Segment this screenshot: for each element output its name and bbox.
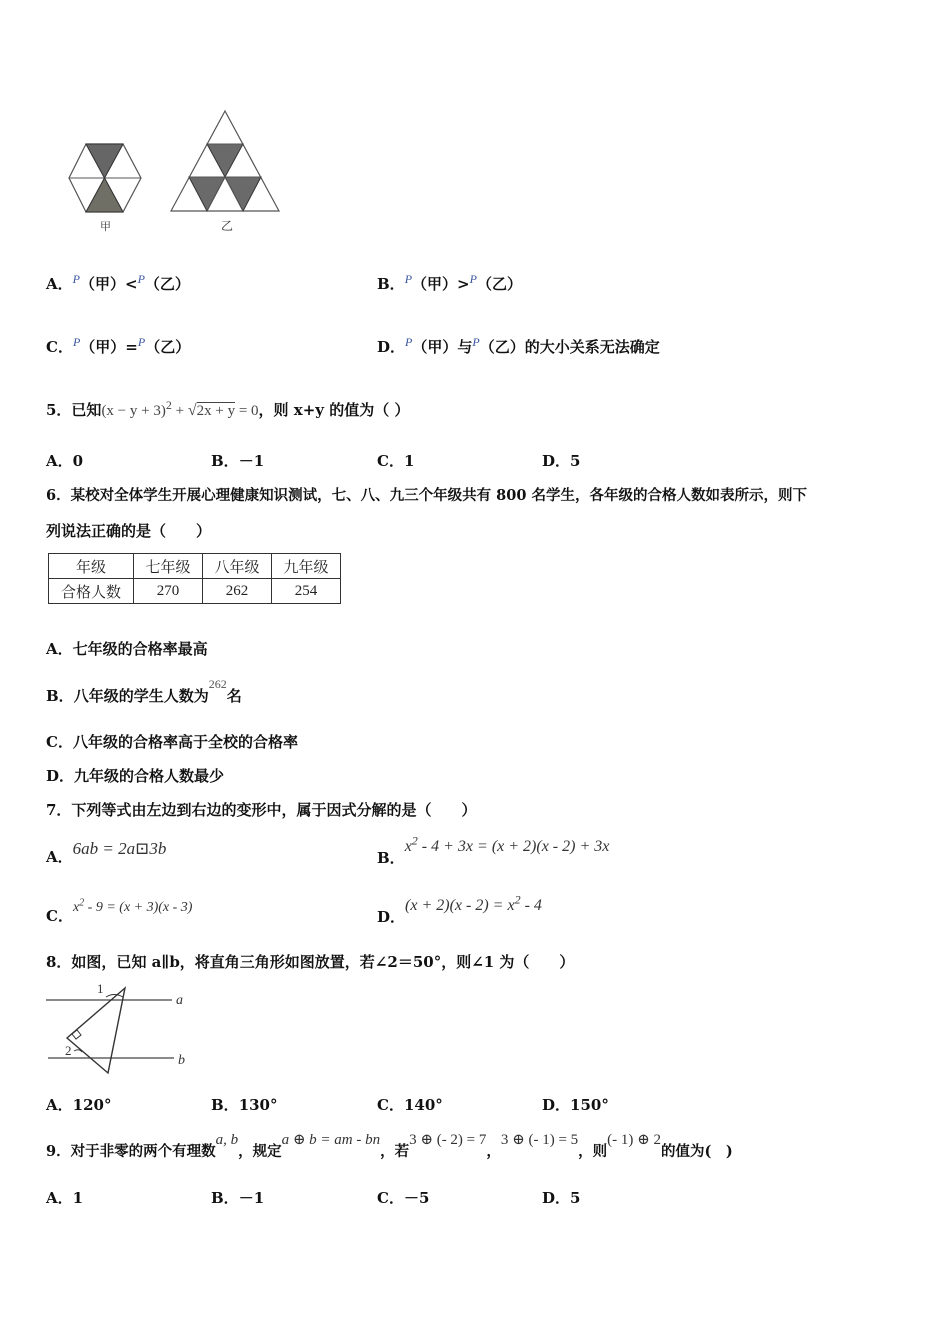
q4-figure-jia	[68, 142, 144, 217]
q9-option-b: B．－1	[211, 1189, 265, 1207]
q8-figure	[44, 978, 194, 1078]
q6-table-data-row	[49, 579, 341, 604]
q9-option-d: D．5	[542, 1189, 581, 1207]
q6-data-cell: 合格人数	[49, 579, 134, 604]
q4-option-d: D．$^P$（甲）与$^P$（乙）的大小关系无法确定	[377, 335, 660, 356]
q9-stem: 9．对于非零的两个有理数a, b，规定a ⊕ b = am - bn，若3 ⊕ (- 2) = 7，3 ⊕ (- 1) = 5，则(- 1) ⊕ 2的值为( )	[46, 1132, 733, 1160]
q7-option-a: A．6ab = 2a⊡3b	[46, 839, 167, 866]
q6-data-cell: 270	[134, 579, 203, 604]
q6-table	[48, 553, 341, 604]
q5-option-a: A．0	[46, 452, 84, 470]
q8-option-c: C．140°	[377, 1096, 443, 1114]
q7-stem: 7．下列等式由左边到右边的变形中，属于因式分解的是（ ）	[46, 801, 477, 819]
q8-label-angle2: 2	[65, 1043, 72, 1058]
q8-label-a: a	[176, 993, 183, 1008]
q6-option-a: A．七年级的合格率最高	[46, 640, 208, 658]
q6-option-c: C．八年级的合格率高于全校的合格率	[46, 733, 298, 751]
q6-table-header-row	[49, 554, 341, 579]
q6-stem-line1: 6．某校对全体学生开展心理健康知识测试，七、八、九三个年级共有 800 名学生，各年级的合格人数如表所示，则下	[46, 487, 807, 504]
q6-header-cell: 九年级	[272, 554, 341, 579]
q5-option-d: D．5	[542, 452, 581, 470]
q6-option-b: B．八年级的学生人数为$^{262}$名	[46, 677, 242, 705]
q8-label-angle1: 1	[97, 981, 104, 996]
q7-option-c: C．$x^2 - 9 = (x + 3)(x - 3)$	[46, 897, 193, 925]
q8-option-a: A．120°	[46, 1096, 112, 1114]
q6-header-cell: 七年级	[134, 554, 203, 579]
q5-option-c: C．1	[377, 452, 415, 470]
q6-header-cell: 年级	[49, 554, 134, 579]
q6-header-cell: 八年级	[203, 554, 272, 579]
q8-stem: 8．如图，已知 a∥b，将直角三角形如图放置，若∠2＝50°，则∠1 为（ ）	[46, 953, 575, 971]
q4-option-b: B．$^P$（甲）>$^P$（乙）	[377, 272, 522, 293]
q6-data-cell: 254	[272, 579, 341, 604]
q4-figure-yi	[170, 110, 282, 215]
q4-option-c: C．$^P$（甲）=$^P$（乙）	[46, 335, 191, 356]
q4-figure-yi-label: 乙	[221, 219, 234, 233]
q4-option-a: A．$^P$（甲）<$^P$（乙）	[46, 272, 190, 293]
q8-option-b: B．130°	[211, 1096, 278, 1114]
q6-stem-line2: 列说法正确的是（ ）	[46, 522, 212, 540]
q8-label-b: b	[178, 1053, 185, 1068]
q9-option-a: A．1	[46, 1189, 84, 1207]
q8-option-d: D．150°	[542, 1096, 609, 1114]
q6-data-cell: 262	[203, 579, 272, 604]
q9-option-c: C．－5	[377, 1189, 430, 1207]
q7-option-b: B．$x^2 - 4 + 3x = (x + 2)(x - 2) + 3x$	[377, 834, 610, 868]
q5-option-b: B．－1	[211, 452, 265, 470]
q7-option-d: D．$(x + 2)(x - 2) = x^2 - 4$	[377, 893, 542, 927]
q4-figure-jia-label: 甲	[100, 220, 111, 233]
q6-option-d: D．九年级的合格人数最少	[46, 767, 225, 785]
q5-stem: 5．已知$(x - y + 3)^2 + √2x + y = 0$，则 x+y 的值为（ ）	[46, 398, 410, 419]
